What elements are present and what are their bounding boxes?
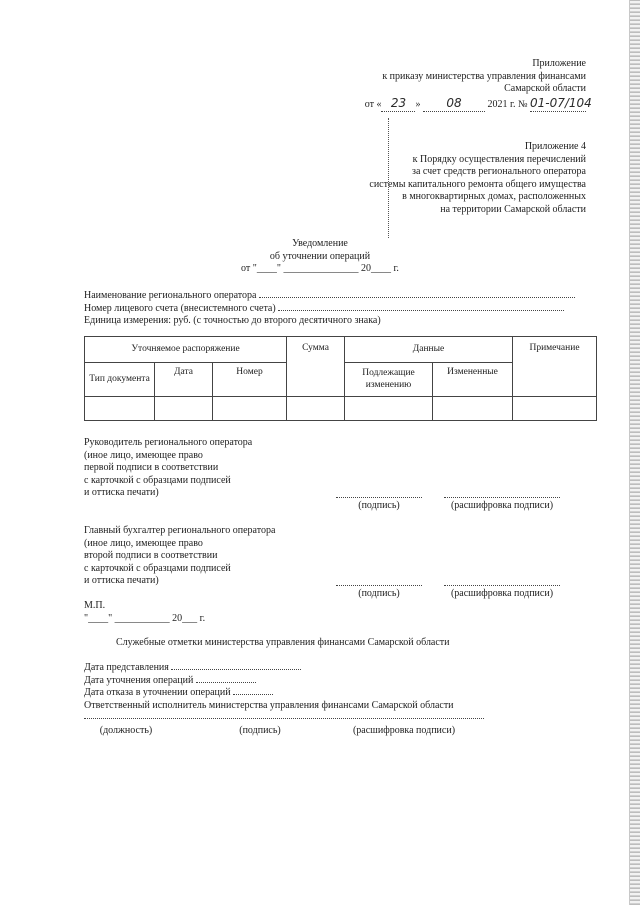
head-sign-block	[84, 437, 344, 500]
service-submitted-label: Дата представления	[84, 662, 169, 673]
scan-edge-line	[629, 0, 630, 905]
col-note-header: Примечание	[513, 337, 597, 397]
service-submitted	[84, 662, 564, 675]
field-account	[84, 303, 594, 316]
field-operator-label: Наименование регионального оператора	[84, 290, 257, 301]
table-cell	[345, 397, 433, 421]
notice-block	[200, 238, 440, 276]
appendix-line-2: Самарской области	[504, 83, 586, 94]
accountant-signature-line	[336, 585, 422, 586]
accountant-sign-line: второй подписи в соответствии	[84, 550, 218, 561]
appendix-date-prefix: от «	[364, 98, 382, 110]
col-sum-header: Сумма	[287, 337, 345, 397]
appendix-block	[300, 58, 592, 112]
service-responsible: Ответственный исполнитель министерства управления финансами Самарской области	[84, 699, 454, 711]
sub-changed: Измененные	[433, 363, 513, 397]
head-decoding-caption: (расшифровка подписи)	[450, 500, 554, 511]
accountant-decoding-line	[444, 585, 560, 586]
notice-subtitle: об уточнении операций	[269, 250, 371, 262]
accountant-sign-line: и оттиска печати)	[84, 575, 159, 586]
notice-title: Уведомление	[292, 238, 348, 249]
stamp-mp: М.П.	[84, 600, 106, 611]
head-sign-line: с карточкой с образцами подписей	[84, 474, 231, 486]
service-submitted-line	[171, 669, 301, 670]
appendix-date-year: 2021 г. №	[487, 98, 528, 110]
service-sign-line	[84, 718, 484, 719]
accountant-decoding-caption: (расшифровка подписи)	[450, 588, 554, 599]
appendix4-block	[300, 141, 586, 216]
table-cell	[155, 397, 213, 421]
accountant-sign-line: (иное лицо, имеющее право	[84, 537, 203, 549]
col-order-header: Уточняемое распоряжение	[85, 337, 287, 363]
accountant-sign-line: Главный бухгалтер регионального оператора	[84, 525, 276, 536]
head-decoding-line	[444, 497, 560, 498]
accountant-signature-caption: (подпись)	[358, 588, 400, 599]
table-cell	[213, 397, 287, 421]
table-row	[85, 397, 597, 421]
appendix4-line: за счет средств регионального оператора	[412, 166, 586, 177]
scan-margin-line	[388, 118, 389, 238]
service-refused-label: Дата отказа в уточнении операций	[84, 687, 231, 698]
field-account-label: Номер лицевого счета (внесистемного счета)	[84, 302, 276, 314]
field-operator	[84, 290, 594, 303]
appendix-date-month: 08	[423, 96, 485, 112]
head-sign-line: и оттиска печати)	[84, 487, 159, 498]
service-refused-line	[233, 694, 273, 695]
service-position-caption: (должность)	[99, 725, 153, 736]
head-sign-line: Руководитель регионального оператора	[84, 437, 253, 448]
sub-to-change: Подлежащие изменению	[345, 363, 433, 397]
appendix4-line: к Порядку осуществления перечислений	[412, 153, 586, 165]
head-sign-line: первой подписи в соответствии	[84, 462, 219, 473]
notice-date-line: от "____" _______________ 20____ г.	[241, 263, 399, 274]
field-unit: Единица измерения: руб. (с точностью до второго десятичного знака)	[84, 315, 381, 326]
col-data-header: Данные	[345, 337, 513, 363]
table-cell	[433, 397, 513, 421]
appendix4-line: на территории Самарской области	[440, 203, 586, 215]
appendix-line-1: к приказу министерства управления финансами	[382, 70, 586, 82]
fields-block	[84, 290, 594, 328]
stamp-date-line: "____" ___________ 20___ г.	[84, 613, 206, 624]
service-refused	[84, 687, 564, 700]
service-clarified-label: Дата уточнения операций	[84, 674, 194, 686]
sub-number: Номер	[213, 363, 287, 397]
appendix-title: Приложение	[532, 58, 586, 69]
appendix4-line: в многоквартирных домах, расположенных	[402, 191, 586, 202]
head-sign-line: (иное лицо, имеющее право	[84, 449, 203, 461]
appendix-date-day: 23	[381, 96, 415, 112]
service-signature-caption: (подпись)	[239, 725, 281, 736]
sub-doc-type: Тип документа	[85, 363, 155, 397]
head-signature-caption: (подпись)	[358, 500, 400, 511]
field-operator-line	[259, 297, 575, 298]
accountant-sign-block	[84, 525, 344, 588]
service-decoding-caption: (расшифровка подписи)	[352, 725, 456, 736]
appendix-date-number: 01-07/104	[530, 95, 592, 110]
appendix4-line: системы капитального ремонта общего имущества	[369, 178, 586, 190]
table-cell	[513, 397, 597, 421]
appendix-date: от « 23 » 08 2021 г. № 01-07/104	[364, 95, 592, 110]
table-cell	[85, 397, 155, 421]
sub-date: Дата	[155, 363, 213, 397]
head-signature-line	[336, 497, 422, 498]
service-title: Служебные отметки министерства управления финансами Самарской области	[116, 637, 450, 648]
accountant-sign-line: с карточкой с образцами подписей	[84, 562, 231, 574]
table-cell	[287, 397, 345, 421]
service-clarified	[84, 675, 564, 688]
operations-table	[84, 336, 597, 421]
field-account-line	[278, 310, 564, 311]
appendix4-title: Приложение 4	[524, 141, 586, 152]
service-fields	[84, 662, 564, 712]
scan-edge	[630, 0, 640, 905]
service-clarified-line	[196, 682, 256, 683]
